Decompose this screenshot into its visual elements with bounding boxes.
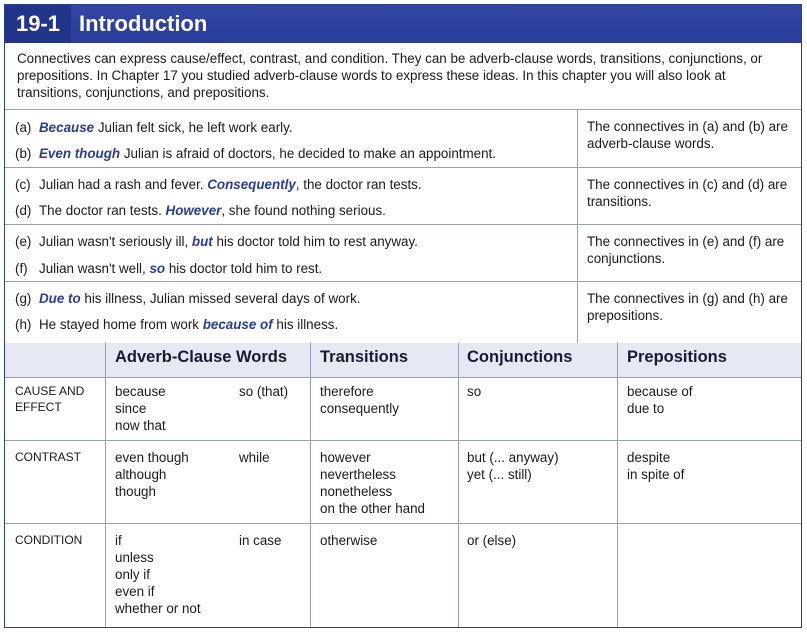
cell-transitions: however nevertheless nonetheless on the other hand <box>320 450 425 516</box>
cell-adverb-right: so (that) <box>239 384 289 399</box>
cell-conjunctions: but (... anyway) yet (... still) <box>467 450 559 482</box>
cell-transitions: therefore consequently <box>320 384 399 416</box>
intro-paragraph: Connectives can express cause/effect, contrast, and condition. They can be adverb-clause words, transitions, conjunctions, or prepositions. In Chapter 17 you studied adverb-clause words to express these ideas. In this chapter you will also look at transitions, conjunctions, and prepositions. <box>17 51 763 100</box>
header-adverb-clause-words: Adverb-Clause Words <box>115 348 288 366</box>
cell-adverb-right: in case <box>239 533 282 548</box>
row-label-cause-effect: CAUSE AND EFFECT <box>15 384 85 414</box>
divider <box>310 343 311 627</box>
divider <box>5 167 801 168</box>
chart-header <box>5 5 801 43</box>
header-prepositions: Prepositions <box>627 348 727 366</box>
divider <box>5 440 801 441</box>
example-b: (b) Even though Julian is afraid of doctors, he decided to make an appointment. <box>15 146 496 161</box>
note-cd: The connectives in (c) and (d) are transitions. <box>587 177 788 209</box>
header-conjunctions: Conjunctions <box>467 348 573 366</box>
divider <box>5 523 801 524</box>
divider <box>617 343 618 627</box>
cell-adverb-left: because since now that <box>115 384 166 433</box>
example-f: (f) Julian wasn't well, so his doctor told him to rest. <box>15 261 323 276</box>
note-ef: The connectives in (e) and (f) are conjunctions. <box>587 234 785 266</box>
cell-conjunctions: or (else) <box>467 533 517 548</box>
example-d: (d) The doctor ran tests. However, she found nothing serious. <box>15 203 386 218</box>
example-g: (g) Due to his illness, Julian missed several days of work. <box>15 291 361 306</box>
divider <box>5 224 801 225</box>
example-h: (h) He stayed home from work because of his illness. <box>15 317 339 332</box>
cell-conjunctions: so <box>467 384 482 399</box>
example-c: (c) Julian had a rash and fever. Consequently, the doctor ran tests. <box>15 177 422 192</box>
divider <box>577 109 578 343</box>
cell-prepositions: despite in spite of <box>627 450 685 482</box>
note-gh: The connectives in (g) and (h) are prepositions. <box>587 291 788 323</box>
cell-adverb-left: even though although though <box>115 450 189 499</box>
divider <box>458 343 459 627</box>
divider <box>5 377 801 378</box>
cell-transitions: otherwise <box>320 533 378 548</box>
chart-number: 19-1 <box>5 5 71 43</box>
chart-title: Introduction <box>79 11 208 36</box>
divider <box>5 281 801 282</box>
example-e: (e) Julian wasn't seriously ill, but his doctor told him to rest anyway. <box>15 234 418 249</box>
row-label-contrast: CONTRAST <box>15 450 81 464</box>
row-label-condition: CONDITION <box>15 533 83 547</box>
divider <box>5 109 801 110</box>
grammar-chart <box>4 4 802 628</box>
cell-adverb-left: if unless only if even if whether or not <box>115 533 201 616</box>
divider <box>105 343 106 627</box>
note-ab: The connectives in (a) and (b) are adverb-clause words. <box>587 119 788 151</box>
example-a: (a) Because Julian felt sick, he left work early. <box>15 120 293 135</box>
cell-prepositions: because of due to <box>627 384 693 416</box>
cell-adverb-right: while <box>239 450 270 465</box>
header-transitions: Transitions <box>320 348 409 366</box>
